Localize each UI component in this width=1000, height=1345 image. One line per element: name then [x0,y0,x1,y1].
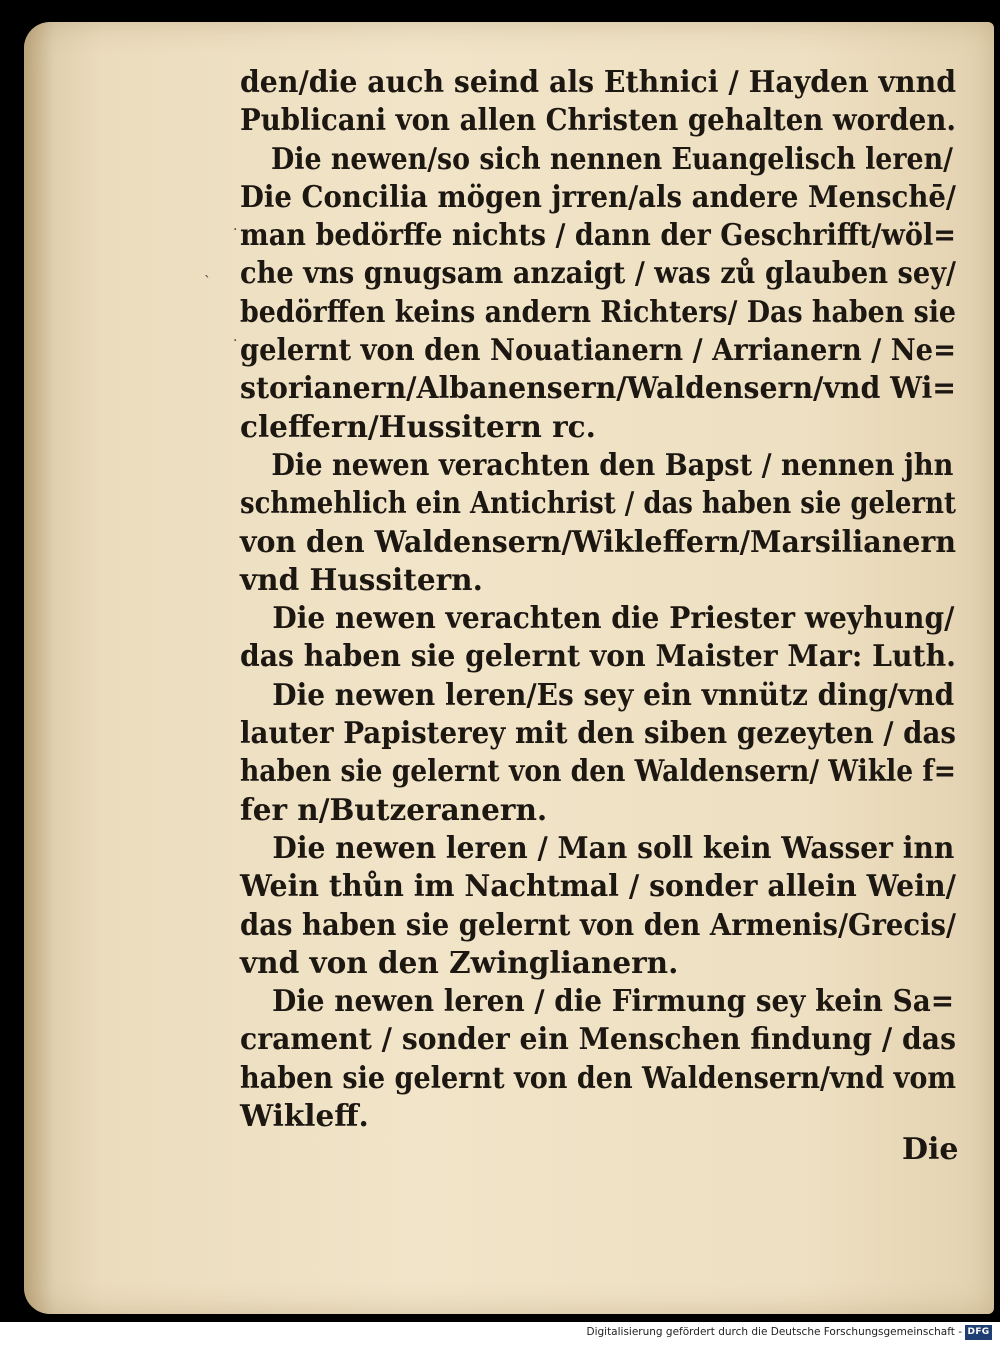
text-line-22: Wein thůn im Nachtmal / sonder allein Wein/ [240,868,956,904]
page-text [240,63,960,1135]
text-line-2: Publicani von allen Christen gehalten worden. [240,102,956,138]
margin-mark: · [233,333,238,349]
text-line-6: che vns gnugsam anzaigt / was zů glauben sey/ [240,255,956,291]
text-line-23: das haben sie gelernt von den Armenis/Grecis/ [240,906,957,942]
margin-mark: ˎ [204,262,211,278]
text-line-16: das haben sie gelernt von Maister Mar: Luth. [240,638,956,674]
text-line-26: crament / sonder ein Menschen findung / das [240,1021,957,1057]
text-line-19: haben sie gelernt von den Waldensern/ Wikle f= [240,753,957,789]
funding-credit: Digitalisierung gefördert durch die Deutsche Forschungsgemeinschaft - [586,1326,962,1338]
dfg-logo-icon: DFG [965,1325,992,1340]
text-line-9: storianern/Albanensern/Waldensern/vnd Wi= [240,370,957,406]
text-line-14: vnd Hussitern. [240,561,483,597]
margin-mark: · [233,222,238,238]
footer-bar [0,1322,1000,1345]
text-line-18: lauter Papisterey mit den siben gezeyten / das [240,715,956,751]
text-line-11: Die newen verachten den Bapst / nennen jhn [271,446,954,482]
text-line-25: Die newen leren / die Firmung sey kein Sa= [272,983,955,1019]
text-line-27: haben sie gelernt von den Waldensern/vnd vom [240,1059,957,1095]
text-line-5: man bedörffe nichts / dann der Geschrifft/wöl= [240,217,957,253]
text-line-28: Wikleff. [240,1098,369,1134]
text-line-12: schmehlich ein Antichrist / das haben sie gelernt [240,485,956,521]
text-line-3: Die newen/so sich nennen Euangelisch leren/ [270,140,953,176]
text-line-10: cleffern/Hussitern rc. [240,408,596,444]
text-line-20: fer n/Butzeranern. [240,791,548,827]
text-line-8: gelernt von den Nouatianern / Arrianern / Ne= [240,332,956,368]
text-line-17: Die newen leren/Es sey ein vnnütz ding/vnd [272,676,955,712]
text-line-13: von den Waldensern/Wikleffern/Marsilianern [240,523,957,559]
text-line-24: vnd von den Zwinglianern. [240,944,679,980]
text-line-21: Die newen leren / Man soll kein Wasser inn [272,829,955,865]
text-line-1: den/die auch seind als Ethnici / Hayden vnnd [240,64,957,99]
catchword: Die [902,1132,959,1167]
text-line-4: Die Concilia mögen jrren/als andere Menschē/ [240,178,956,214]
text-line-15: Die newen verachten die Priester weyhung/ [272,600,955,636]
text-line-7: bedörffen keins andern Richters/ Das haben sie [240,293,957,329]
